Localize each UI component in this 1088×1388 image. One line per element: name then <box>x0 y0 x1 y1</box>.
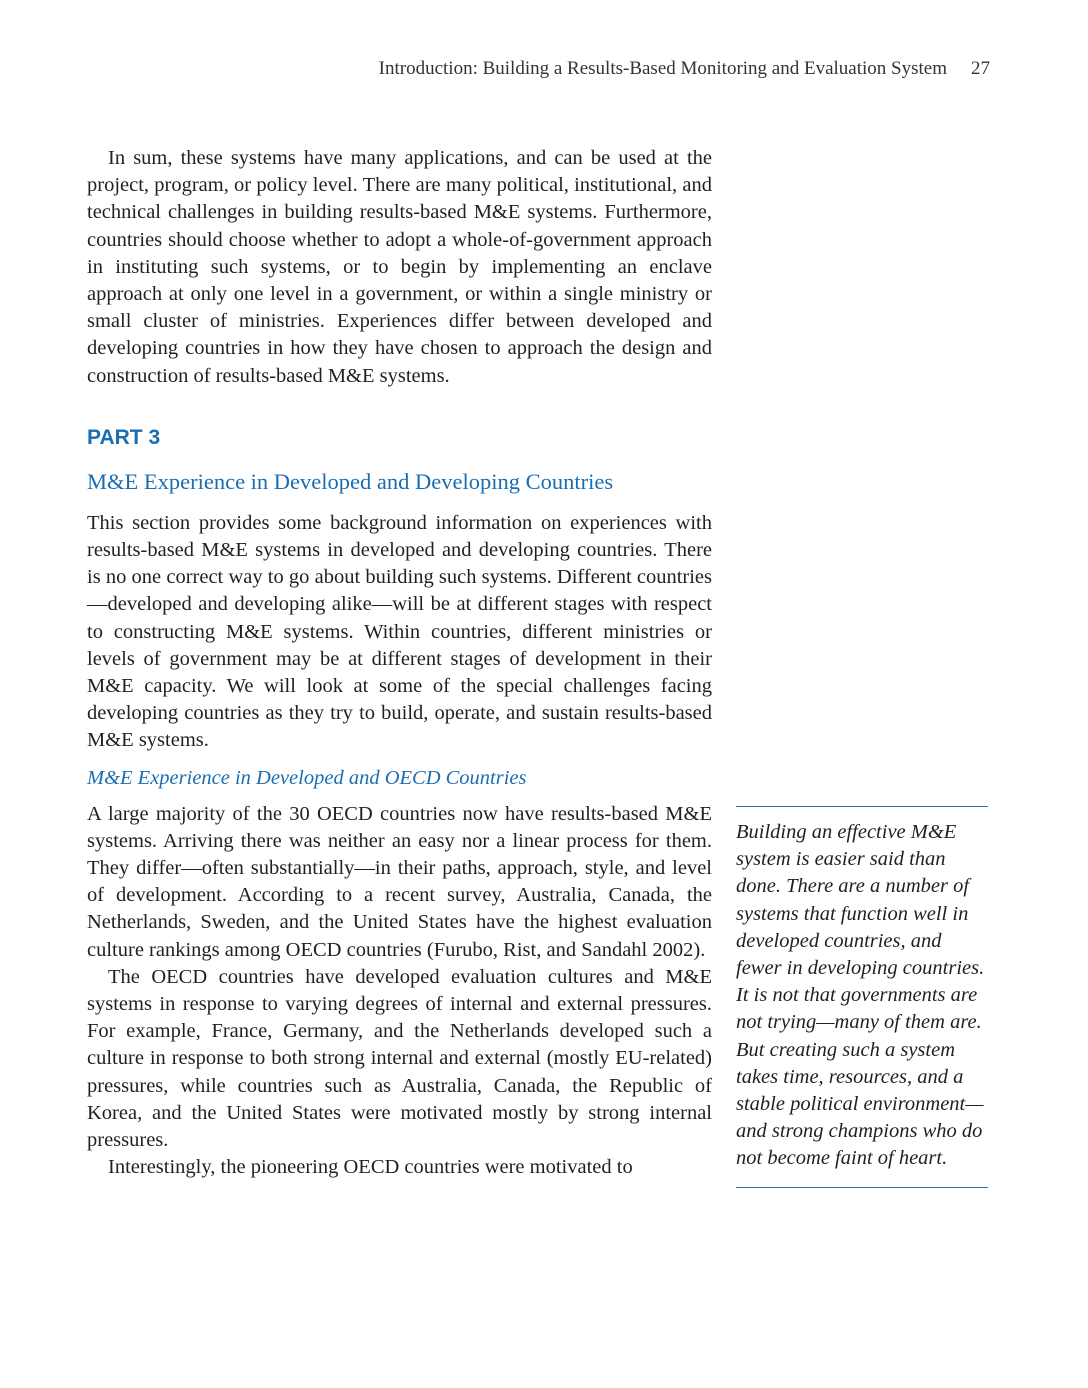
body-paragraph: The OECD countries have developed evaluation cultures and M&E systems in response to varying degrees of internal and external pressures. For example, France, Germany, and the Netherlands developed such a culture in response to both strong internal and external (mostly EU-related) pressures, while countries such as Australia, Canada, the Republic of Korea, and the United States were motivated mostly by strong internal pressures. <box>87 965 712 1152</box>
section-paragraph: This section provides some background information on experiences with results-based M&E systems in developed and developing countries. There is no one correct way to go about building such systems. Different countries—developed and developing alike—will be at different stages with respect to constructing M&E systems. Within countries, different ministries or levels of government may be at different stages of development in their M&E capacity. We will look at some of the special challenges facing developing countries as they try to build, operate, and sustain results-based M&E systems. <box>87 511 712 752</box>
subsection-title: M&E Experience in Developed and OECD Countries <box>87 766 527 789</box>
body-paragraph: Interestingly, the pioneering OECD countries were motivated to <box>108 1156 633 1179</box>
main-column <box>87 145 712 1182</box>
pull-quote-text: Building an effective M&E system is easier said than done. There are a number of systems that function well in developed countries, and fewer in developing countries. It is not that governments are not trying—many of them are. But creating such a system takes time, resources, and a stable political environment—and strong champions who do not become faint of heart. <box>736 821 985 1170</box>
section-title: M&E Experience in Developed and Developing Countries <box>87 468 614 494</box>
part-label: PART 3 <box>87 425 161 449</box>
body-paragraph: A large majority of the 30 OECD countries now have results-based M&E systems. Arriving there was neither an easy nor a linear process for them. They differ—often substantially—in their paths, approach, style, and level of development. According to a recent survey, Australia, Canada, the Netherlands, Sweden, and the United States have the highest evaluation culture rankings among OECD countries (Furubo, Rist, and Sandahl 2002). <box>87 802 712 961</box>
running-title: Introduction: Building a Results-Based Monitoring and Evaluation System <box>378 58 947 79</box>
running-header <box>379 58 990 80</box>
intro-paragraph: In sum, these systems have many applications, and can be used at the project, program, or policy level. There are many political, institutional, and technical challenges in building results-based M&E systems. Furthermore, countries should choose whether to adopt a whole-of-government approach in instituting such systems, or to begin by implementing an enclave approach at only one level in a government, or within a single ministry or small cluster of ministries. Experiences differ between developed and developing countries in how they have chosen to approach the design and construction of results-based M&E systems. <box>87 147 712 387</box>
pull-quote-sidebar <box>736 806 988 1188</box>
page-number: 27 <box>971 58 990 79</box>
